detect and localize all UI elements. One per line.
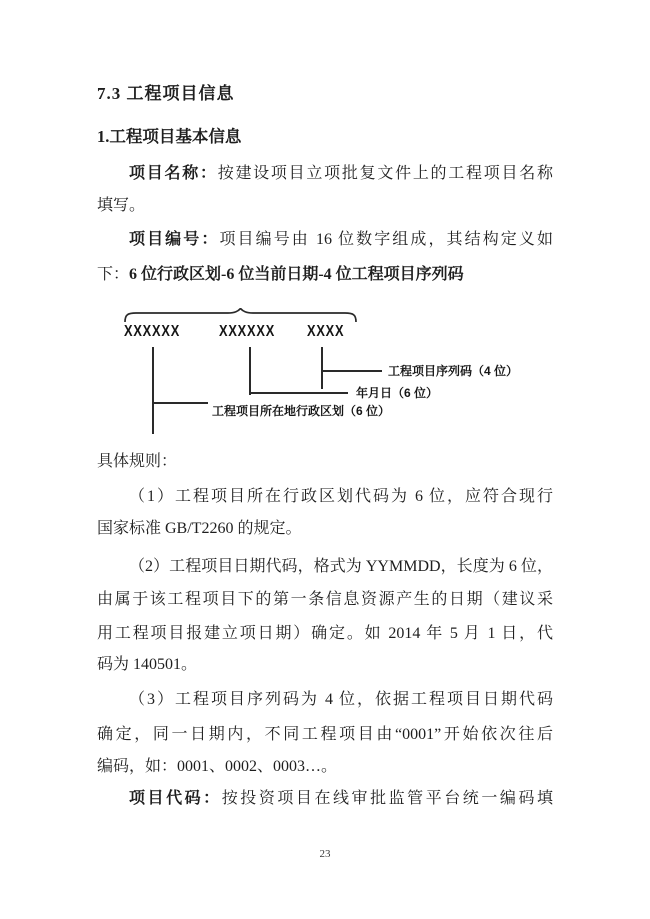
line-text-bold: 6 位行政区划-6 位当前日期-4 位工程项目序列码: [129, 266, 464, 283]
body-line-14: [97, 756, 553, 778]
page-number: 23: [319, 848, 331, 860]
body-line-6: [97, 486, 553, 508]
line-text: 由属于该工程项目下的第一条信息资源产生的日期（建议采: [97, 591, 553, 608]
code-segment-serial: XXXX: [307, 323, 345, 340]
line-text: 项目编号由 16 位数字组成，其结构定义如: [219, 231, 553, 248]
body-line-4: [97, 264, 553, 286]
line-text: 编码，如：0001、0002、0003…。: [97, 758, 338, 775]
line-text: （3）工程项目序列码为 4 位，依据工程项目日期代码: [129, 691, 553, 708]
body-line-9: [97, 589, 553, 611]
line-text: 填写。: [97, 197, 146, 214]
paragraph-lead: 项目编号：: [129, 231, 220, 248]
body-line-15: [97, 788, 553, 810]
subsection-heading: 1.工程项目基本信息: [97, 127, 242, 146]
body-line-12: [97, 689, 553, 711]
line-text: 确定，同一日期内，不同工程项目由“0001”开始依次往后: [97, 726, 553, 743]
line-text: 用工程项目报建立项日期）确定。如 2014 年 5 月 1 日，代: [97, 625, 553, 642]
body-line-1: [97, 163, 553, 185]
body-line-5: [97, 451, 553, 473]
body-line-11: [97, 654, 553, 676]
line-text: （2）工程项目日期代码，格式为 YYMMDD，长度为 6 位，: [129, 558, 553, 575]
connector-branch-date: [250, 392, 348, 394]
diagram-label-admin: 工程项目所在地行政区划（6 位）: [212, 404, 391, 418]
connector-branch-admin: [153, 402, 208, 404]
line-text: 具体规则：: [97, 453, 178, 470]
paragraph-lead: 项目名称：: [129, 165, 218, 182]
project-number-diagram: [0, 305, 650, 447]
connector-line-admin: [152, 347, 154, 434]
line-text: 按投资项目在线审批监管平台统一编码填: [221, 790, 553, 807]
diagram-label-date: 年月日（6 位）: [356, 386, 439, 400]
body-line-7: [97, 518, 553, 540]
connector-line-serial: [321, 347, 323, 389]
connector-line-date: [249, 347, 251, 395]
connector-branch-serial: [322, 370, 382, 372]
line-text: 下：: [97, 266, 130, 283]
paragraph-lead: 项目代码：: [129, 790, 222, 807]
line-text: 码为 140501。: [97, 656, 198, 673]
code-segment-date: XXXXXX: [219, 323, 276, 340]
body-line-8: [97, 556, 553, 578]
brace-icon: [124, 308, 357, 323]
line-text: （1）工程项目所在行政区划代码为 6 位，应符合现行: [129, 488, 553, 505]
diagram-label-serial: 工程项目序列码（4 位）: [388, 364, 519, 378]
body-line-13: [97, 724, 553, 746]
section-heading: 7.3 工程项目信息: [97, 84, 235, 103]
code-segment-admin: XXXXXX: [124, 323, 181, 340]
line-text: 国家标准 GB/T2260 的规定。: [97, 520, 302, 537]
body-line-2: [97, 195, 553, 217]
body-line-10: [97, 623, 553, 645]
body-line-3: [97, 229, 553, 251]
line-text: 按建设项目立项批复文件上的工程项目名称: [217, 165, 553, 182]
